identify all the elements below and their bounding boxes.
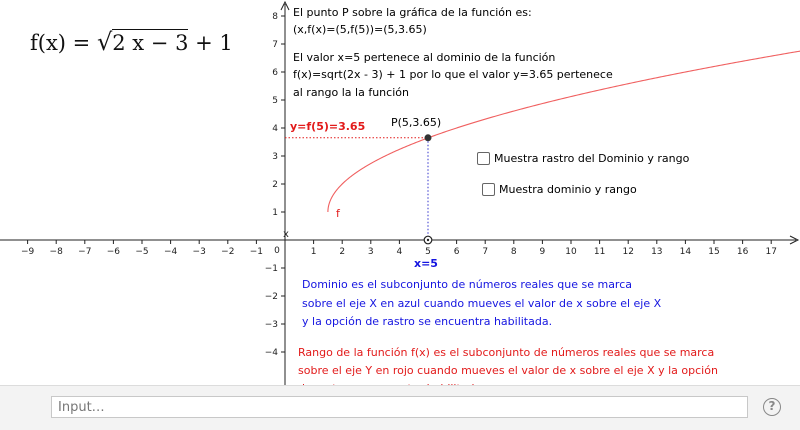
point-label: P(5,3.65) <box>391 116 442 129</box>
y-tick-label: 3 <box>272 152 278 162</box>
dominio-text-line2: sobre el eje X en azul cuando mueves el valor de x sobre el eje X <box>302 297 662 310</box>
trace-checkbox-box[interactable] <box>477 152 490 165</box>
point-p <box>425 134 432 141</box>
info-text-line1: El punto P sobre la gráfica de la función es: <box>293 6 532 19</box>
x-tick-label: −4 <box>163 247 178 257</box>
trace-checkbox[interactable] <box>477 152 689 165</box>
y-tick-label: −4 <box>264 348 278 358</box>
x-tick-label: −8 <box>49 247 63 257</box>
x-tick-label: 9 <box>539 247 546 257</box>
y-value-label: y=f(5)=3.65 <box>290 120 366 133</box>
function-formula: f(x) = √2 x − 3 + 1 <box>30 28 233 56</box>
input-bar <box>0 385 800 430</box>
dominio-text-line1: Dominio es el subconjunto de números reales que se marca <box>302 278 633 291</box>
x-tick-label: 4 <box>396 247 403 257</box>
dominio-text-line3: y la opción de rastro se encuentra habilitada. <box>302 315 553 328</box>
y-tick-label: 7 <box>272 40 278 50</box>
y-tick-label: −2 <box>264 292 278 302</box>
x-tick-label: 14 <box>679 247 692 257</box>
y-tick-label: 4 <box>272 124 278 134</box>
x-tick-label: −1 <box>249 247 264 257</box>
domain-range-checkbox-box[interactable] <box>482 183 495 196</box>
rango-text-line2: sobre el eje Y en rojo cuando mueves el valor de x sobre el eje X y la opción <box>298 364 718 377</box>
x-tick-label: −7 <box>78 247 92 257</box>
curve-label: f <box>336 207 340 220</box>
x-tick-label: 5 <box>425 247 431 257</box>
y-tick-label: 5 <box>272 96 278 106</box>
info-text-line3: El valor x=5 pertenece al dominio de la función <box>293 51 556 64</box>
x-tick-label: 1 <box>310 247 317 257</box>
x-tick-label: −5 <box>135 247 149 257</box>
y-tick-label: 8 <box>272 12 278 22</box>
trace-checkbox-label[interactable]: Muestra rastro del Dominio y rango <box>494 152 690 165</box>
x-tick-label: 3 <box>367 247 374 257</box>
x-tick-label: 7 <box>482 247 489 257</box>
domain-range-checkbox-label[interactable]: Muestra dominio y rango <box>499 183 637 196</box>
y-tick-label: 2 <box>272 180 278 190</box>
x-tick-label: 2 <box>339 247 346 257</box>
info-text-line4: f(x)=sqrt(2x - 3) + 1 por lo que el valor y=3.65 pertenece <box>293 68 613 81</box>
help-icon[interactable]: ? <box>763 398 781 416</box>
x-tick-label: −9 <box>20 247 35 257</box>
x-tick-label: 12 <box>622 247 634 257</box>
x-tick-label: −3 <box>192 247 206 257</box>
x-tick-label: 16 <box>736 247 749 257</box>
x-tick-label: 8 <box>510 247 517 257</box>
x-slider-point-center <box>427 239 429 241</box>
x-value-label: x=5 <box>414 257 438 270</box>
x-tick-label: 13 <box>651 247 663 257</box>
info-text-line5: al rango la la función <box>293 86 409 99</box>
info-text-line2: (x,f(x)=(5,f(5))=(5,3.65) <box>293 23 427 36</box>
x-tick-label: 11 <box>593 247 606 257</box>
domain-range-checkbox[interactable] <box>482 183 637 196</box>
x-tick-label: 10 <box>565 247 577 257</box>
x-tick-label: 17 <box>765 247 777 257</box>
rango-text-line1: Rango de la función f(x) es el subconjunto de números reales que se marca <box>298 346 715 359</box>
y-tick-label: 1 <box>272 208 278 218</box>
x-tick-label: −2 <box>221 247 235 257</box>
x-tick-label: −6 <box>106 247 121 257</box>
x-tick-label: 6 <box>453 247 460 257</box>
origin-label: 0 <box>274 246 280 256</box>
x-axis-letter: x <box>283 229 289 240</box>
y-tick-label: −1 <box>264 264 278 274</box>
y-tick-label: 6 <box>272 68 278 78</box>
x-tick-label: 15 <box>708 247 720 257</box>
y-tick-label: −3 <box>264 320 278 330</box>
input-field[interactable] <box>51 396 748 418</box>
